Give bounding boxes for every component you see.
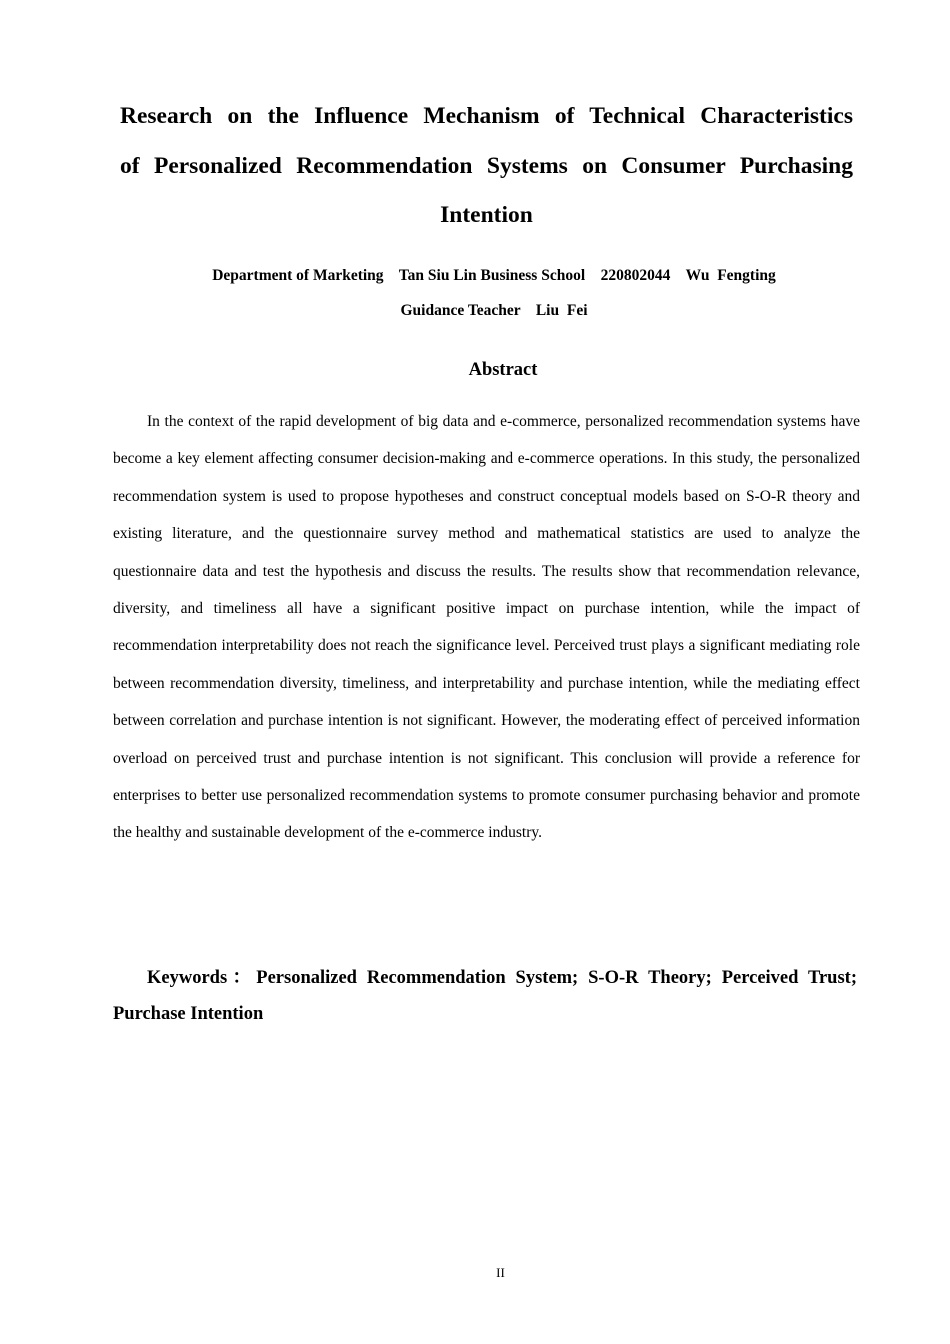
keywords-text: Personalized Recommendation System; S-O-R Theory; Perceived Trust; Purchase Intention (113, 968, 857, 1024)
guidance-teacher-info: Guidance Teacher Liu Fei (400, 302, 588, 319)
abstract-heading: Abstract (468, 360, 538, 380)
paper-title-line-2: of Personalized Recommendation Systems on Consumer Purchasing (120, 152, 853, 179)
abstract-body: In the context of the rapid development of big data and e-commerce, personalized recommendation systems have become a key element affecting consumer decision-making and e-commerce operations. In this study, the personalized recommendation system is used to propose hypotheses and construct conceptual models based on S-O-R theory and existing literature, and the questionnaire survey method and mathematical statistics are used to analyze the questionnaire data and test the hypothesis and discuss the results. The results show that recommendation relevance, diversity, and timeliness all have a significant positive impact on purchase intention, while the impact of recommendation interpretability does not reach the significance level. Perceived trust plays a significant mediating role between recommendation diversity, timeliness, and interpretability and purchase intention, while the mediating effect between correlation and purchase intention is not significant. However, the moderating effect of perceived information overload on perceived trust and purchase intention is not significant. This conclusion will provide a reference for enterprises to better use personalized recommendation systems to promote consumer purchasing behavior and promote the healthy and sustainable development of the e-commerce industry. (113, 413, 860, 842)
paper-title-line-3: Intention (440, 202, 533, 228)
keywords-label: Keywords： (147, 968, 257, 988)
keywords (113, 960, 857, 1032)
author-info: Department of Marketing Tan Siu Lin Business School 220802044 Wu Fengting (212, 267, 776, 284)
page-number: II (496, 1265, 505, 1280)
paper-title (120, 92, 853, 241)
paper-title-line-1: Research on the Influence Mechanism of Technical Characteristics (120, 103, 853, 129)
